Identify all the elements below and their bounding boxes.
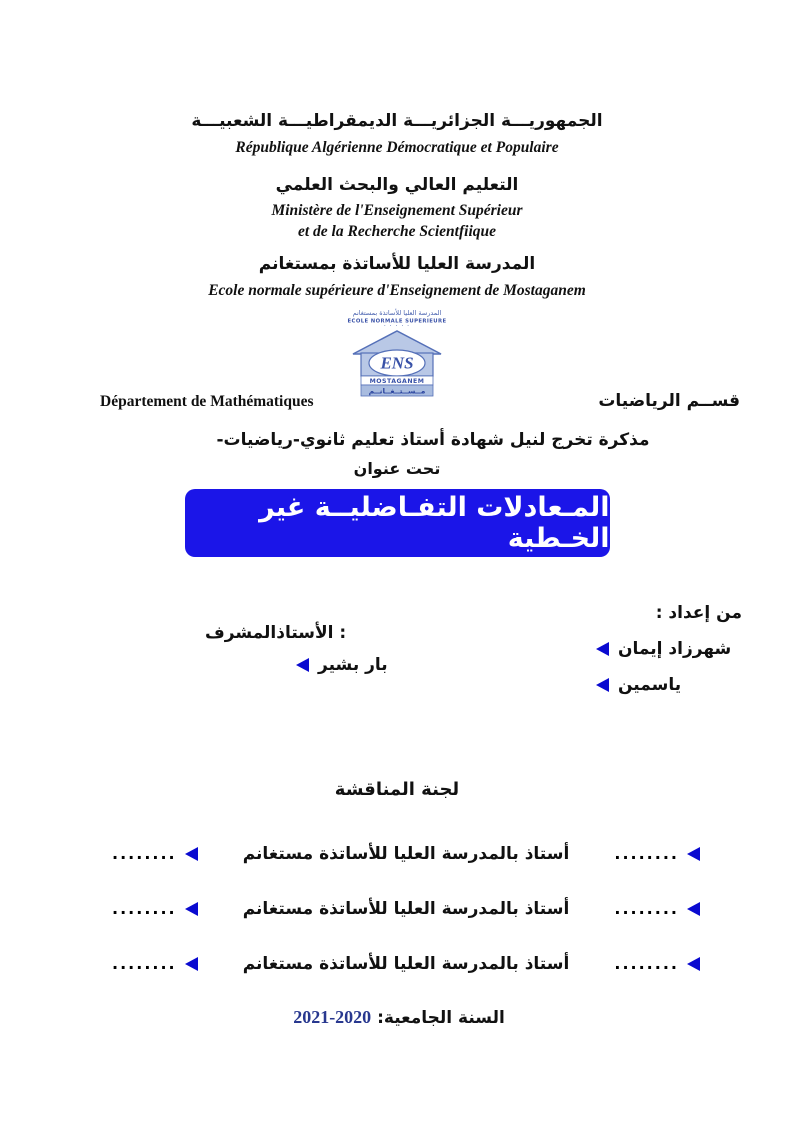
- dots-placeholder: ........: [614, 844, 679, 863]
- department-fr: Département de Mathématiques: [100, 393, 314, 410]
- ens-logo-graphic: [347, 307, 447, 399]
- republic-line-ar: الجمهوريـــة الجزائريـــة الديمقراطيـــة الشعبيـــة: [191, 111, 603, 131]
- ministry-line-ar: التعليم العالي والبحث العلمي: [275, 175, 519, 195]
- logo-city: MOSTAGANEM: [369, 378, 425, 385]
- school-line-ar: المدرسة العليا للأساتذة بمستغانم: [258, 254, 536, 274]
- bullet-triangle-icon: [687, 902, 700, 916]
- committee-grade-placeholder: [614, 899, 700, 918]
- committee-role: أستاذ بالمدرسة العليا للأساتذة مستغانم: [242, 953, 570, 974]
- logo-school-ar: المدرسة العليا للأساتذة بمستغانم: [352, 309, 442, 317]
- committee-table: [0, 836, 794, 981]
- title-banner: [185, 489, 610, 557]
- title-banner-text: المـعادلات التفـاضليــة غير الخـطية: [259, 492, 610, 554]
- committee-grade-placeholder: [614, 844, 700, 863]
- bullet-triangle-icon: [596, 642, 609, 656]
- committee-member-placeholder: [112, 844, 198, 863]
- author-item: [596, 675, 754, 695]
- logo-school-fr: ECOLE NORMALE SUPERIEURE: [347, 318, 447, 325]
- republic-line-fr: République Algérienne Démocratique et Populaire: [235, 139, 559, 156]
- school-line-fr: Ecole normale supérieure d'Enseignement de Mostaganem: [208, 282, 586, 299]
- author-item: [596, 639, 754, 659]
- bullet-triangle-icon: [296, 658, 309, 672]
- memoir-line: مذكرة تخرج لنيل شهادة أستاذ تعليم ثانوي-رياضيات-: [216, 430, 650, 450]
- academic-year-line: [0, 1007, 794, 1028]
- author-name: ياسمين: [618, 675, 682, 695]
- ens-logo: [0, 307, 794, 399]
- bullet-triangle-icon: [185, 902, 198, 916]
- dots-placeholder: ........: [614, 899, 679, 918]
- supervisor-block: [205, 623, 425, 675]
- committee-row: [0, 836, 794, 871]
- committee-row: [0, 946, 794, 981]
- bullet-triangle-icon: [687, 847, 700, 861]
- committee-role: أستاذ بالمدرسة العليا للأساتذة مستغانم: [242, 843, 570, 864]
- supervisor-name: بار بشير: [318, 655, 388, 675]
- bullet-triangle-icon: [185, 847, 198, 861]
- dots-placeholder: ........: [112, 899, 177, 918]
- ministry-line-fr-1: Ministère de l'Enseignement Supérieur: [271, 202, 523, 219]
- people-zone: [0, 603, 794, 765]
- dots-placeholder: ........: [112, 954, 177, 973]
- authors-block: [596, 603, 754, 695]
- bullet-triangle-icon: [596, 678, 609, 692]
- ministry-line-fr-2: et de la Recherche Scientfiique: [297, 223, 497, 240]
- supervisor-heading: الأستاذالمشرف :: [205, 623, 347, 643]
- committee-member-placeholder: [112, 899, 198, 918]
- academic-year-label: السنة الجامعية:: [377, 1008, 505, 1028]
- committee-member-placeholder: [112, 954, 198, 973]
- committee-row: [0, 891, 794, 926]
- author-name: شهرزاد إيمان: [618, 639, 732, 659]
- dots-placeholder: ........: [614, 954, 679, 973]
- logo-dots: · · · · ·: [383, 323, 411, 330]
- logo-city-ar: مــســتــغــانــم: [368, 386, 426, 396]
- bullet-triangle-icon: [185, 957, 198, 971]
- authors-heading: من إعداد :: [655, 603, 742, 623]
- page-header: [0, 0, 794, 302]
- bullet-triangle-icon: [687, 957, 700, 971]
- under-title-line: تحت عنوان: [353, 459, 441, 478]
- academic-year-value: 2021-2020: [293, 1007, 372, 1027]
- supervisor-item: [296, 655, 425, 675]
- dots-placeholder: ........: [112, 844, 177, 863]
- logo-acronym: ENS: [380, 353, 414, 373]
- committee-heading: لجنة المناقشة: [334, 779, 460, 800]
- department-ar: قســم الرياضيات: [598, 391, 740, 411]
- committee-role: أستاذ بالمدرسة العليا للأساتذة مستغانم: [242, 898, 570, 919]
- committee-grade-placeholder: [614, 954, 700, 973]
